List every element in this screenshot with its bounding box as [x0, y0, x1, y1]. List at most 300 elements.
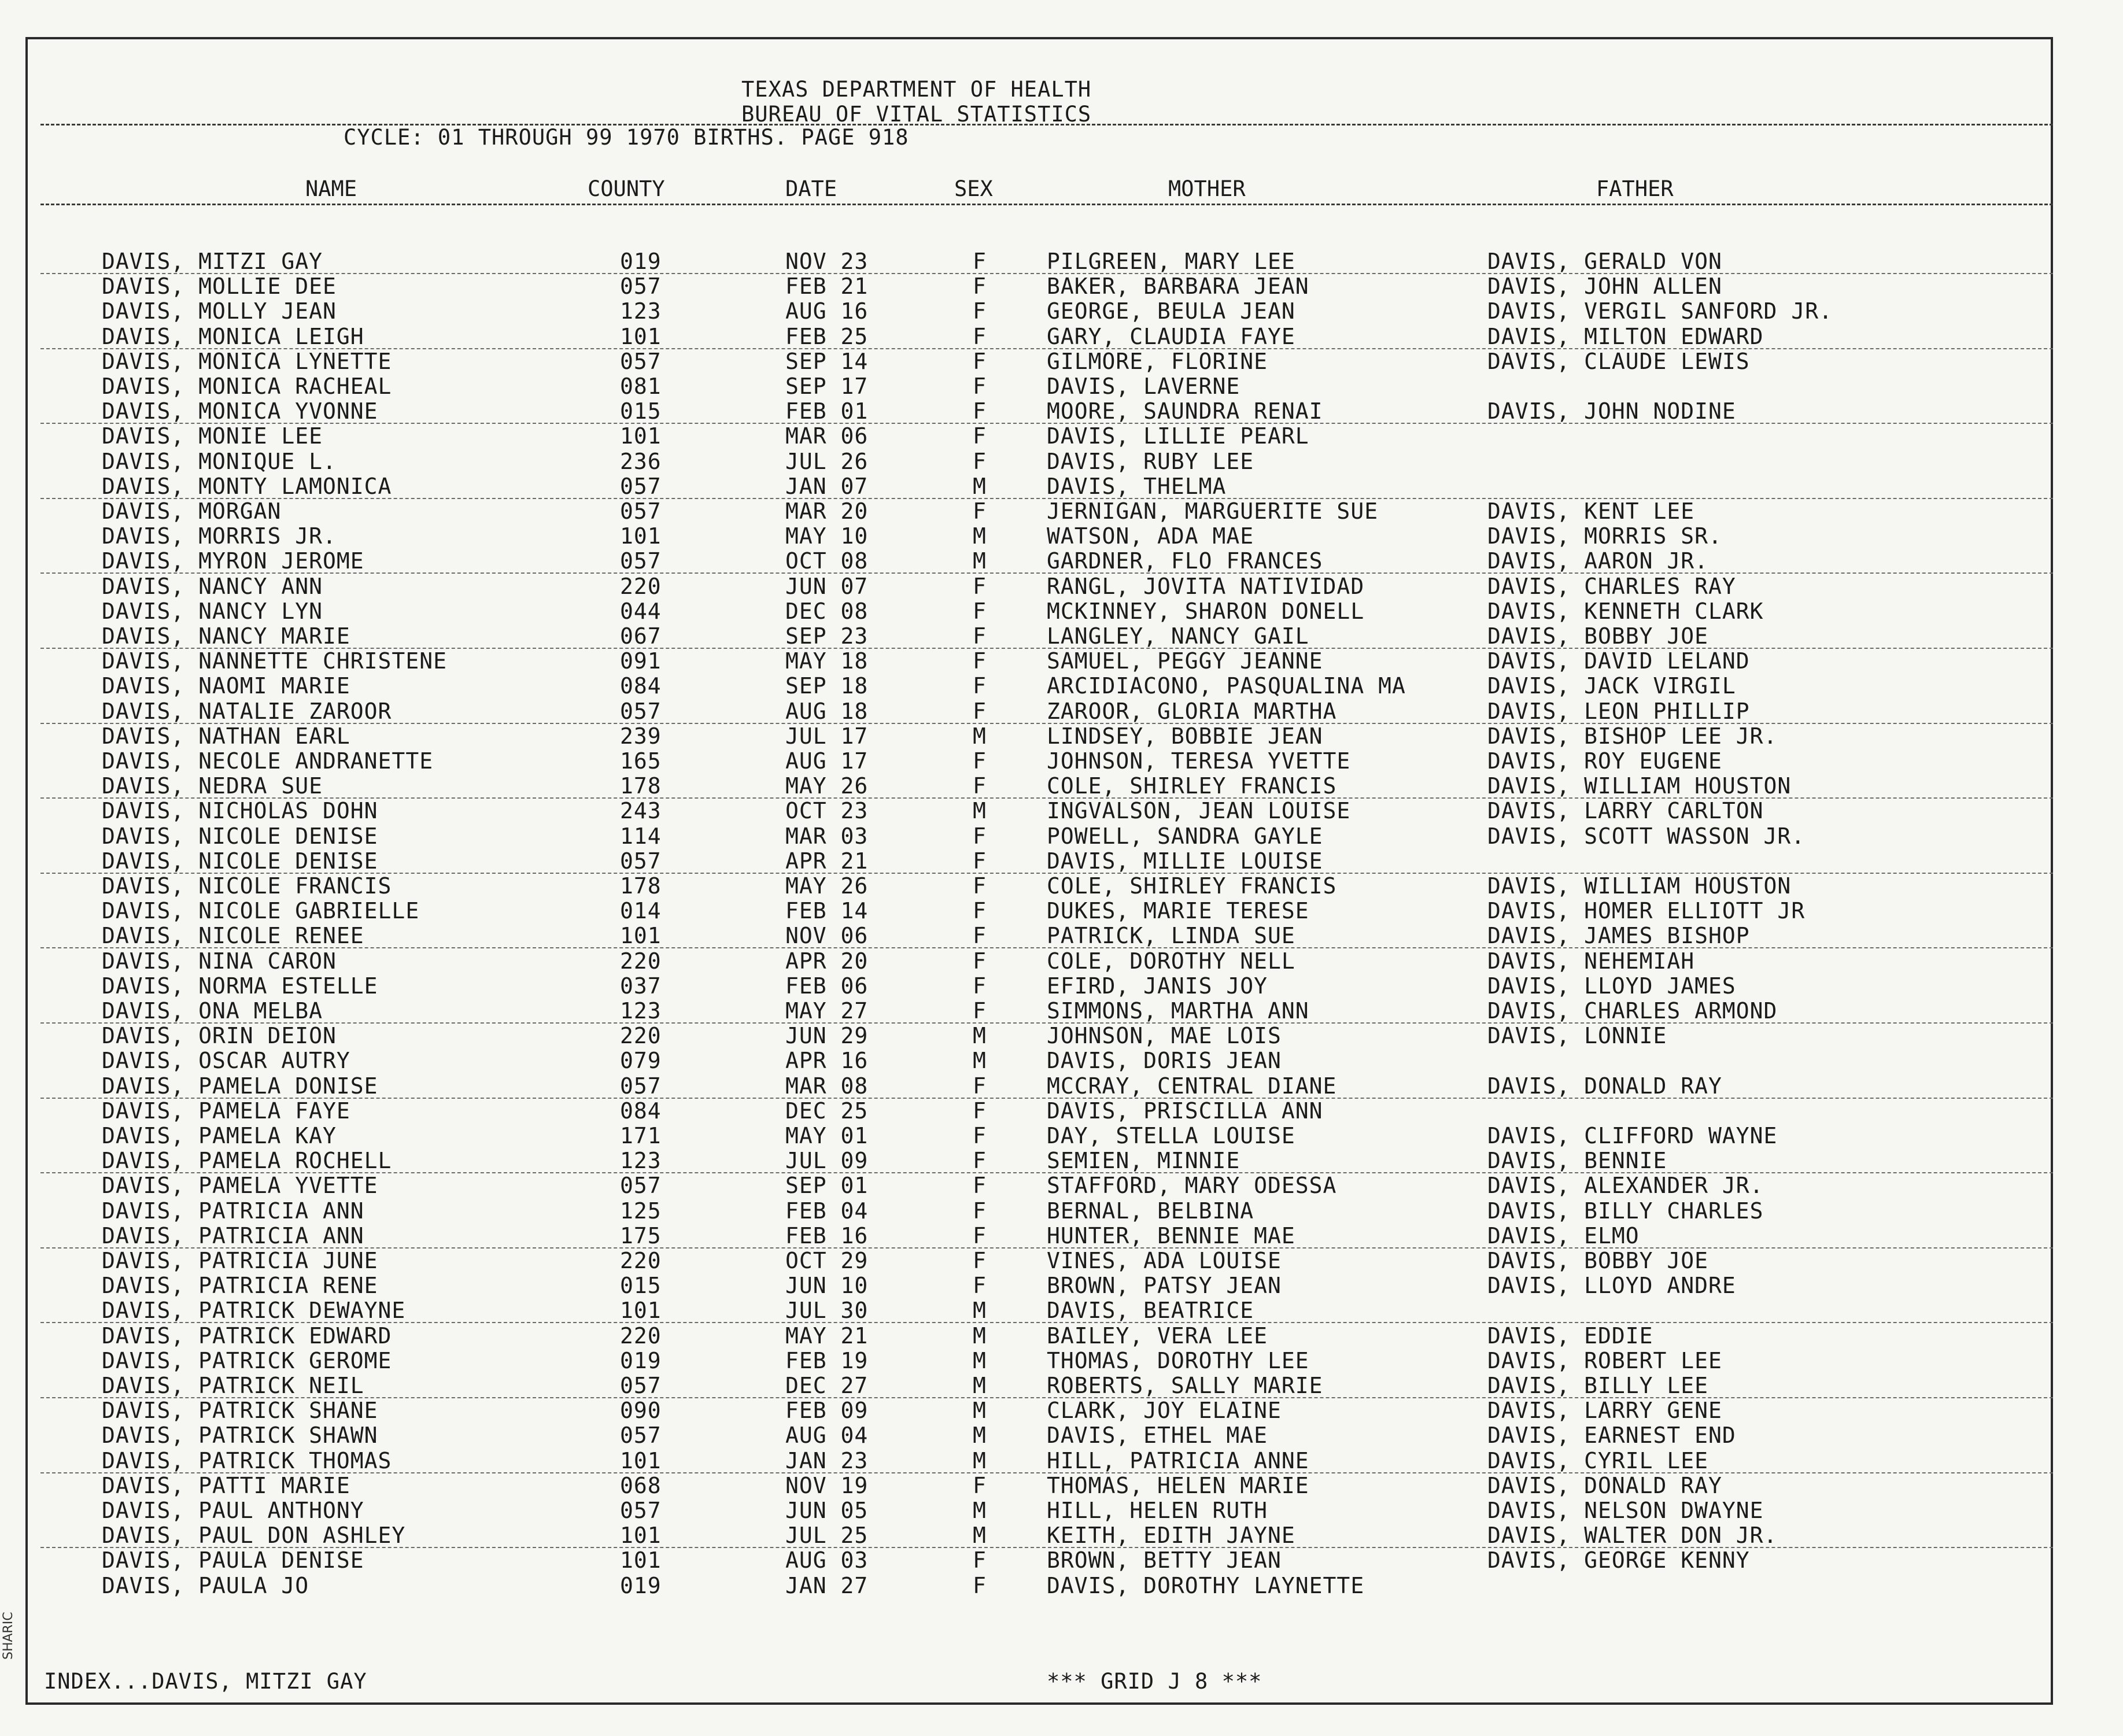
cell-county: 220: [620, 1248, 662, 1273]
table-row: [0, 1398, 2123, 1423]
cell-sex: F: [973, 1222, 987, 1249]
cell-sex: M: [973, 1347, 987, 1373]
cell-county: 057: [620, 1173, 662, 1199]
cell-name: DAVIS, NATALIE ZAROOR: [102, 698, 392, 724]
cell-date: OCT 29: [785, 1248, 869, 1273]
cell-date: OCT 23: [785, 798, 869, 824]
cell-date: JUN 07: [785, 573, 869, 599]
cell-date: JUN 05: [785, 1498, 869, 1523]
cell-county: 101: [620, 323, 662, 349]
cell-sex: F: [973, 423, 987, 449]
cell-county: 057: [620, 698, 662, 724]
cell-sex: F: [973, 748, 987, 774]
cell-name: DAVIS, PATRICK DEWAYNE: [102, 1298, 406, 1324]
table-row: [0, 423, 2123, 449]
cell-county: 019: [620, 1347, 662, 1373]
cell-father: DAVIS, AARON JR.: [1487, 548, 1709, 574]
table-row: [0, 923, 2123, 948]
cell-sex: M: [973, 1447, 987, 1473]
cell-sex: F: [973, 323, 987, 349]
cell-date: FEB 01: [785, 398, 869, 424]
cell-date: MAY 26: [785, 773, 869, 799]
table-row: [0, 298, 2123, 324]
cell-name: DAVIS, NANCY ANN: [102, 573, 323, 599]
cell-name: DAVIS, NINA CARON: [102, 948, 337, 974]
cell-date: MAY 27: [785, 998, 869, 1024]
cell-mother: DAVIS, LILLIE PEARL: [1047, 423, 1309, 449]
cell-father: DAVIS, DONALD RAY: [1487, 1073, 1722, 1099]
cell-date: JUL 26: [785, 448, 869, 474]
cell-name: DAVIS, NICHOLAS DOHN: [102, 798, 378, 824]
cell-sex: M: [973, 798, 987, 824]
cell-sex: F: [973, 773, 987, 799]
table-row: [0, 324, 2123, 349]
cell-father: DAVIS, LEON PHILLIP: [1487, 698, 1750, 724]
cell-father: DAVIS, JAMES BISHOP: [1487, 923, 1750, 949]
cell-father: DAVIS, WALTER DON JR.: [1487, 1523, 1778, 1549]
table-row: [0, 1348, 2123, 1373]
column-header-mother: MOTHER: [1168, 176, 1246, 201]
cell-sex: F: [973, 398, 987, 424]
cell-father: DAVIS, JACK VIRGIL: [1487, 673, 1736, 699]
cell-date: APR 20: [785, 948, 869, 974]
cell-county: 057: [620, 473, 662, 499]
cell-mother: COLE, DOROTHY NELL: [1047, 948, 1295, 974]
cell-sex: M: [973, 1323, 987, 1349]
table-row: [0, 1123, 2123, 1148]
cell-sex: F: [973, 698, 987, 724]
cell-name: DAVIS, PATRICIA JUNE: [102, 1248, 378, 1273]
cell-name: DAVIS, PATRICIA ANN: [102, 1222, 364, 1249]
cell-county: 091: [620, 648, 662, 674]
cell-mother: THOMAS, HELEN MARIE: [1047, 1472, 1309, 1498]
cell-father: DAVIS, JOHN NODINE: [1487, 398, 1736, 424]
cell-name: DAVIS, PAMELA FAYE: [102, 1098, 350, 1124]
table-row: [0, 1248, 2123, 1273]
table-row: [0, 1223, 2123, 1249]
table-row: [0, 574, 2123, 599]
cell-name: DAVIS, MOLLIE DEE: [102, 274, 337, 300]
cell-mother: HUNTER, BENNIE MAE: [1047, 1222, 1295, 1249]
cell-name: DAVIS, NORMA ESTELLE: [102, 973, 378, 999]
cell-county: 101: [620, 423, 662, 449]
table-row: [0, 673, 2123, 699]
cell-county: 239: [620, 723, 662, 749]
cell-sex: F: [973, 1098, 987, 1124]
cell-sex: F: [973, 249, 987, 274]
table-row: [0, 374, 2123, 399]
cell-name: DAVIS, MONIQUE L.: [102, 448, 337, 474]
cell-name: DAVIS, NICOLE FRANCIS: [102, 873, 392, 899]
cell-county: 014: [620, 898, 662, 924]
cell-date: DEC 08: [785, 598, 869, 624]
cell-sex: F: [973, 673, 987, 699]
cell-sex: F: [973, 1572, 987, 1598]
cell-county: 125: [620, 1198, 662, 1224]
cell-name: DAVIS, MYRON JEROME: [102, 548, 364, 574]
cell-mother: ROBERTS, SALLY MARIE: [1047, 1373, 1323, 1398]
cell-father: DAVIS, BILLY LEE: [1487, 1373, 1709, 1398]
cell-county: 084: [620, 1098, 662, 1124]
table-row: [0, 274, 2123, 299]
cell-county: 243: [620, 798, 662, 824]
table-row: [0, 1173, 2123, 1198]
cell-sex: M: [973, 548, 987, 574]
cell-sex: F: [973, 848, 987, 874]
cell-name: DAVIS, NANNETTE CHRISTENE: [102, 648, 447, 674]
cell-mother: ZAROOR, GLORIA MARTHA: [1047, 698, 1337, 724]
cell-mother: DAY, STELLA LOUISE: [1047, 1123, 1295, 1148]
side-label: SHARIC: [1, 1612, 16, 1660]
cell-name: DAVIS, NEDRA SUE: [102, 773, 323, 799]
cell-sex: F: [973, 374, 987, 399]
cell-father: DAVIS, MILTON EDWARD: [1487, 323, 1764, 349]
cell-mother: GARY, CLAUDIA FAYE: [1047, 323, 1295, 349]
cell-father: DAVIS, EARNEST END: [1487, 1423, 1736, 1449]
cell-date: FEB 04: [785, 1198, 869, 1224]
cell-date: NOV 06: [785, 923, 869, 949]
cell-mother: DAVIS, ETHEL MAE: [1047, 1423, 1268, 1449]
cell-date: FEB 21: [785, 274, 869, 300]
cell-mother: CLARK, JOY ELAINE: [1047, 1398, 1282, 1424]
cell-date: NOV 19: [785, 1472, 869, 1498]
cell-date: JUL 30: [785, 1298, 869, 1324]
table-row: [0, 474, 2123, 499]
cell-name: DAVIS, MONICA YVONNE: [102, 398, 378, 424]
cell-sex: M: [973, 723, 987, 749]
cell-father: DAVIS, GEORGE KENNY: [1487, 1547, 1750, 1574]
cell-county: 057: [620, 274, 662, 300]
cell-name: DAVIS, MITZI GAY: [102, 249, 323, 274]
cell-mother: DAVIS, RUBY LEE: [1047, 448, 1254, 474]
cell-father: DAVIS, JOHN ALLEN: [1487, 274, 1722, 300]
cell-county: 057: [620, 1073, 662, 1099]
table-row: [0, 1298, 2123, 1323]
cell-name: DAVIS, PATRICIA ANN: [102, 1198, 364, 1224]
cell-name: DAVIS, NICOLE DENISE: [102, 848, 378, 874]
cell-sex: F: [973, 823, 987, 849]
cell-sex: F: [973, 1123, 987, 1148]
cell-mother: DAVIS, PRISCILLA ANN: [1047, 1098, 1323, 1124]
cell-name: DAVIS, ORIN DEION: [102, 1023, 337, 1049]
table-row: [0, 1473, 2123, 1498]
cell-date: MAY 10: [785, 523, 869, 549]
cell-date: JUN 10: [785, 1273, 869, 1299]
cell-father: DAVIS, KENNETH CLARK: [1487, 598, 1764, 624]
cell-name: DAVIS, MONICA LYNETTE: [102, 348, 392, 374]
cell-mother: GARDNER, FLO FRANCES: [1047, 548, 1323, 574]
table-row: [0, 1573, 2123, 1598]
table-row: [0, 623, 2123, 649]
cell-sex: F: [973, 898, 987, 924]
cell-name: DAVIS, NANCY MARIE: [102, 623, 350, 649]
cell-father: DAVIS, LLOYD JAMES: [1487, 973, 1736, 999]
table-row: [0, 1148, 2123, 1173]
cell-sex: F: [973, 648, 987, 674]
table-row: [0, 1048, 2123, 1073]
cell-county: 175: [620, 1222, 662, 1249]
cell-name: DAVIS, PAUL DON ASHLEY: [102, 1523, 406, 1549]
cell-county: 081: [620, 374, 662, 399]
cell-name: DAVIS, NAOMI MARIE: [102, 673, 350, 699]
table-row: [0, 948, 2123, 974]
cell-father: DAVIS, ALEXANDER JR.: [1487, 1173, 1764, 1199]
cell-date: SEP 01: [785, 1173, 869, 1199]
cell-name: DAVIS, MORRIS JR.: [102, 523, 337, 549]
cell-sex: F: [973, 973, 987, 999]
cell-county: 079: [620, 1048, 662, 1074]
cell-mother: GEORGE, BEULA JEAN: [1047, 298, 1295, 324]
table-row: [0, 523, 2123, 549]
cell-name: DAVIS, PAMELA DONISE: [102, 1073, 378, 1099]
cell-date: SEP 23: [785, 623, 869, 649]
cell-father: DAVIS, CHARLES RAY: [1487, 573, 1736, 599]
cell-sex: F: [973, 448, 987, 474]
cell-name: DAVIS, PATRICIA RENE: [102, 1273, 378, 1299]
cell-county: 084: [620, 673, 662, 699]
cell-father: DAVIS, CLAUDE LEWIS: [1487, 348, 1750, 374]
cell-county: 220: [620, 1323, 662, 1349]
cell-date: MAY 26: [785, 873, 869, 899]
table-row: [0, 798, 2123, 823]
table-row: [0, 773, 2123, 799]
cell-county: 037: [620, 973, 662, 999]
cell-name: DAVIS, NICOLE RENEE: [102, 923, 364, 949]
cell-mother: DAVIS, DORIS JEAN: [1047, 1048, 1282, 1074]
cell-sex: F: [973, 623, 987, 649]
cell-father: DAVIS, LARRY CARLTON: [1487, 798, 1764, 824]
cell-date: JUN 29: [785, 1023, 869, 1049]
cell-sex: F: [973, 873, 987, 899]
cell-father: DAVIS, LONNIE: [1487, 1023, 1667, 1049]
header-department: TEXAS DEPARTMENT OF HEALTH: [741, 77, 1092, 102]
cell-father: DAVIS, ELMO: [1487, 1222, 1640, 1249]
table-row: [0, 998, 2123, 1024]
cell-mother: HILL, HELEN RUTH: [1047, 1498, 1268, 1523]
cell-mother: LINDSEY, BOBBIE JEAN: [1047, 723, 1323, 749]
table-row: [0, 848, 2123, 874]
cell-mother: BAILEY, VERA LEE: [1047, 1323, 1268, 1349]
cell-county: 220: [620, 1023, 662, 1049]
cell-name: DAVIS, PATTI MARIE: [102, 1472, 350, 1498]
table-row: [0, 898, 2123, 924]
cell-mother: EFIRD, JANIS JOY: [1047, 973, 1268, 999]
cell-sex: M: [973, 1423, 987, 1449]
table-row: [0, 1273, 2123, 1298]
cell-sex: F: [973, 1248, 987, 1273]
cell-date: SEP 17: [785, 374, 869, 399]
cell-mother: INGVALSON, JEAN LOUISE: [1047, 798, 1351, 824]
cell-date: OCT 08: [785, 548, 869, 574]
cell-mother: JOHNSON, MAE LOIS: [1047, 1023, 1282, 1049]
table-row: [0, 1323, 2123, 1349]
cell-mother: GILMORE, FLORINE: [1047, 348, 1268, 374]
cell-sex: F: [973, 1148, 987, 1174]
cell-name: DAVIS, NANCY LYN: [102, 598, 323, 624]
cell-name: DAVIS, MONIE LEE: [102, 423, 323, 449]
cell-sex: F: [973, 1073, 987, 1099]
cell-sex: F: [973, 498, 987, 524]
cell-county: 123: [620, 998, 662, 1024]
cell-name: DAVIS, PATRICK SHANE: [102, 1398, 378, 1424]
cell-date: FEB 09: [785, 1398, 869, 1424]
cell-mother: SAMUEL, PEGGY JEANNE: [1047, 648, 1323, 674]
cell-mother: RANGL, JOVITA NATIVIDAD: [1047, 573, 1365, 599]
cell-mother: DAVIS, THELMA: [1047, 473, 1227, 499]
cell-sex: M: [973, 1498, 987, 1523]
cell-father: DAVIS, ROBERT LEE: [1487, 1347, 1722, 1373]
cell-sex: M: [973, 523, 987, 549]
cell-date: MAR 20: [785, 498, 869, 524]
cell-county: 057: [620, 1498, 662, 1523]
cell-county: 090: [620, 1398, 662, 1424]
cell-father: DAVIS, MORRIS SR.: [1487, 523, 1722, 549]
footer-index: INDEX...DAVIS, MITZI GAY: [44, 1669, 367, 1694]
cell-county: 123: [620, 1148, 662, 1174]
table-row: [0, 1098, 2123, 1124]
cell-county: 101: [620, 1523, 662, 1549]
cell-date: DEC 25: [785, 1098, 869, 1124]
cell-sex: F: [973, 998, 987, 1024]
cell-father: DAVIS, WILLIAM HOUSTON: [1487, 873, 1792, 899]
table-row: [0, 723, 2123, 749]
cell-father: DAVIS, WILLIAM HOUSTON: [1487, 773, 1792, 799]
cell-date: FEB 25: [785, 323, 869, 349]
cell-mother: DAVIS, MILLIE LOUISE: [1047, 848, 1323, 874]
cell-father: DAVIS, LLOYD ANDRE: [1487, 1273, 1736, 1299]
header-bureau: BUREAU OF VITAL STATISTICS: [741, 102, 1092, 127]
cell-county: 067: [620, 623, 662, 649]
cell-name: DAVIS, PATRICK GEROME: [102, 1347, 392, 1373]
cell-county: 101: [620, 1447, 662, 1473]
cell-date: MAR 03: [785, 823, 869, 849]
cell-mother: SIMMONS, MARTHA ANN: [1047, 998, 1309, 1024]
cell-sex: M: [973, 1048, 987, 1074]
cell-name: DAVIS, ONA MELBA: [102, 998, 323, 1024]
cell-date: FEB 14: [785, 898, 869, 924]
cell-date: JAN 23: [785, 1447, 869, 1473]
table-row: [0, 873, 2123, 899]
cell-mother: MCKINNEY, SHARON DONELL: [1047, 598, 1365, 624]
table-row: [0, 249, 2123, 274]
cell-name: DAVIS, NICOLE DENISE: [102, 823, 378, 849]
cell-date: JUL 09: [785, 1148, 869, 1174]
cell-sex: F: [973, 1173, 987, 1199]
column-header-date: DATE: [785, 176, 837, 201]
cell-name: DAVIS, MONICA LEIGH: [102, 323, 364, 349]
cell-name: DAVIS, PATRICK NEIL: [102, 1373, 364, 1398]
cell-mother: POWELL, SANDRA GAYLE: [1047, 823, 1323, 849]
column-header-county: COUNTY: [588, 176, 665, 201]
cell-date: JUL 25: [785, 1523, 869, 1549]
cell-county: 019: [620, 1572, 662, 1598]
cell-father: DAVIS, GERALD VON: [1487, 249, 1722, 274]
cell-date: AUG 03: [785, 1547, 869, 1574]
table-row: [0, 1547, 2123, 1573]
cell-father: DAVIS, BOBBY JOE: [1487, 623, 1709, 649]
table-row: [0, 498, 2123, 524]
cell-mother: COLE, SHIRLEY FRANCIS: [1047, 773, 1337, 799]
cell-county: 044: [620, 598, 662, 624]
cell-mother: ARCIDIACONO, PASQUALINA MA: [1047, 673, 1406, 699]
cell-mother: MOORE, SAUNDRA RENAI: [1047, 398, 1323, 424]
cell-mother: BROWN, PATSY JEAN: [1047, 1273, 1282, 1299]
cell-name: DAVIS, PATRICK EDWARD: [102, 1323, 392, 1349]
cell-mother: COLE, SHIRLEY FRANCIS: [1047, 873, 1337, 899]
cell-county: 123: [620, 298, 662, 324]
cell-county: 114: [620, 823, 662, 849]
cell-mother: PATRICK, LINDA SUE: [1047, 923, 1295, 949]
cell-mother: STAFFORD, MARY ODESSA: [1047, 1173, 1337, 1199]
table-row: [0, 1373, 2123, 1398]
cell-name: DAVIS, NICOLE GABRIELLE: [102, 898, 420, 924]
cell-mother: JERNIGAN, MARGUERITE SUE: [1047, 498, 1379, 524]
cell-name: DAVIS, PATRICK THOMAS: [102, 1447, 392, 1473]
cell-sex: F: [973, 948, 987, 974]
cell-father: DAVIS, CHARLES ARMOND: [1487, 998, 1778, 1024]
table-row: [0, 823, 2123, 849]
cell-name: DAVIS, PAMELA YVETTE: [102, 1173, 378, 1199]
cell-father: DAVIS, KENT LEE: [1487, 498, 1695, 524]
cell-mother: BAKER, BARBARA JEAN: [1047, 274, 1309, 300]
cell-county: 165: [620, 748, 662, 774]
table-row: [0, 1523, 2123, 1548]
cell-father: DAVIS, CLIFFORD WAYNE: [1487, 1123, 1778, 1148]
cell-sex: F: [973, 298, 987, 324]
cell-mother: JOHNSON, TERESA YVETTE: [1047, 748, 1351, 774]
cell-mother: KEITH, EDITH JAYNE: [1047, 1523, 1295, 1549]
cell-father: DAVIS, BILLY CHARLES: [1487, 1198, 1764, 1224]
cell-father: DAVIS, ROY EUGENE: [1487, 748, 1722, 774]
cell-county: 101: [620, 1298, 662, 1324]
table-row: [0, 648, 2123, 674]
cell-date: DEC 27: [785, 1373, 869, 1398]
cell-mother: DAVIS, DOROTHY LAYNETTE: [1047, 1572, 1365, 1598]
cell-date: AUG 04: [785, 1423, 869, 1449]
table-row: [0, 1498, 2123, 1523]
cell-county: 068: [620, 1472, 662, 1498]
table-row: [0, 1198, 2123, 1224]
cell-mother: PILGREEN, MARY LEE: [1047, 249, 1295, 274]
cell-name: DAVIS, NATHAN EARL: [102, 723, 350, 749]
cell-mother: THOMAS, DOROTHY LEE: [1047, 1347, 1309, 1373]
cell-date: AUG 16: [785, 298, 869, 324]
cell-mother: WATSON, ADA MAE: [1047, 523, 1254, 549]
cell-mother: BERNAL, BELBINA: [1047, 1198, 1254, 1224]
cell-mother: BROWN, BETTY JEAN: [1047, 1547, 1282, 1574]
cell-county: 101: [620, 523, 662, 549]
cell-sex: M: [973, 1523, 987, 1549]
cell-name: DAVIS, MONICA RACHEAL: [102, 374, 392, 399]
cell-date: NOV 23: [785, 249, 869, 274]
cell-sex: F: [973, 1198, 987, 1224]
cell-sex: F: [973, 274, 987, 300]
cell-sex: F: [973, 1547, 987, 1574]
cell-father: DAVIS, LARRY GENE: [1487, 1398, 1722, 1424]
cell-county: 057: [620, 548, 662, 574]
cell-sex: M: [973, 1398, 987, 1424]
cell-date: JUL 17: [785, 723, 869, 749]
cell-father: DAVIS, EDDIE: [1487, 1323, 1653, 1349]
table-row: [0, 1423, 2123, 1448]
cell-date: FEB 16: [785, 1222, 869, 1249]
column-header-name: NAME: [305, 176, 357, 201]
cell-father: DAVIS, CYRIL LEE: [1487, 1447, 1709, 1473]
cell-date: JAN 27: [785, 1572, 869, 1598]
cell-mother: LANGLEY, NANCY GAIL: [1047, 623, 1309, 649]
cell-name: DAVIS, PAUL ANTHONY: [102, 1498, 364, 1523]
cell-county: 101: [620, 923, 662, 949]
